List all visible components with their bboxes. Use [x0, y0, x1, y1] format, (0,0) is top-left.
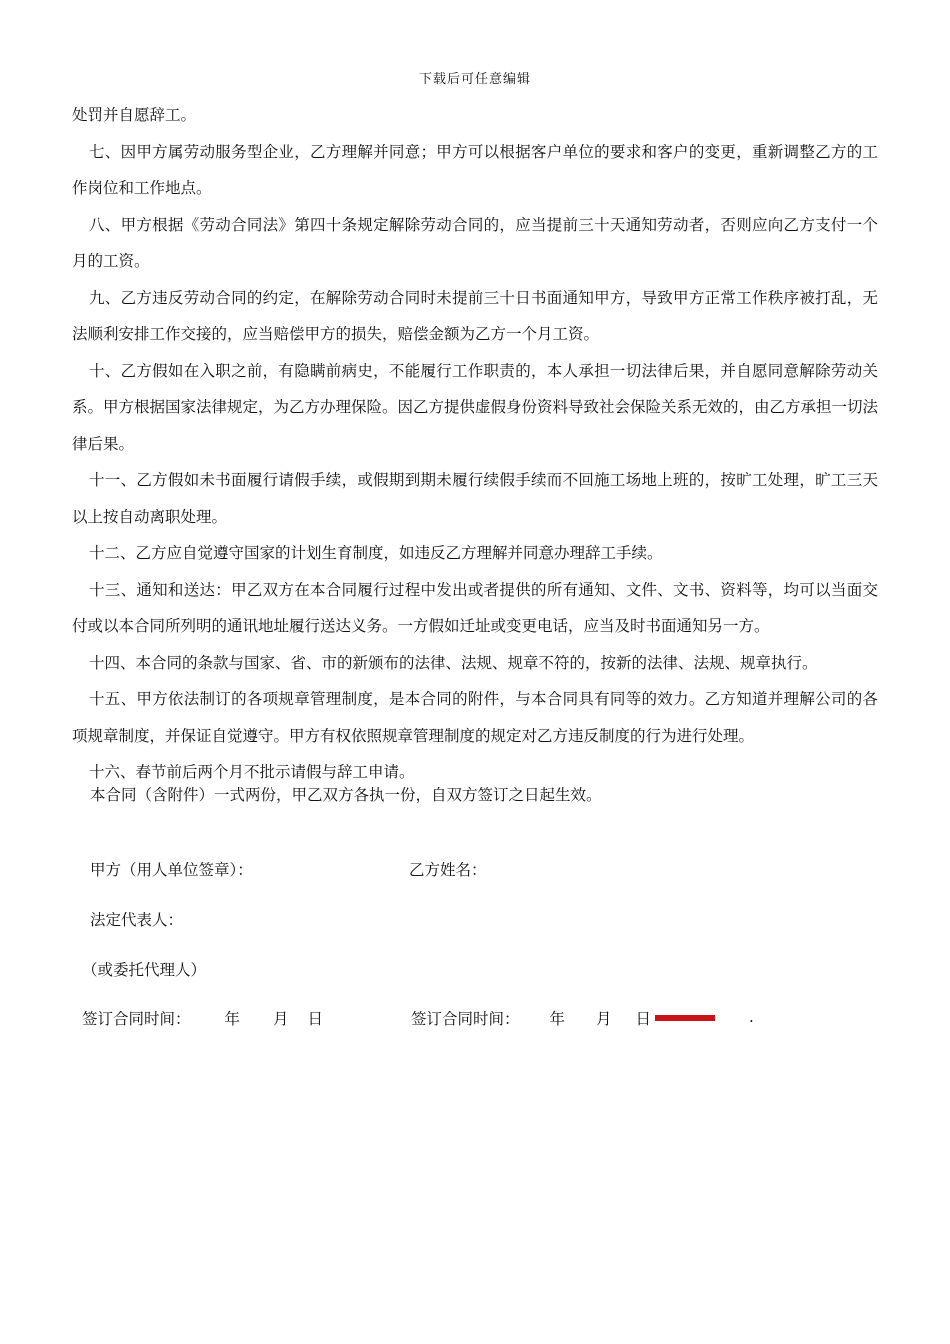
red-ink-mark [655, 1015, 715, 1021]
date-label: 签订合同时间： [411, 1010, 520, 1028]
clause-paragraph-15: 十五、甲方依法制订的各项规章管理制度，是本合同的附件，与本合同具有同等的效力。乙方知道并理解公司的各项规章制度，并保证自觉遵守。甲方有权依照规章管理制度的规定对乙方违反制度的行为进行处理。 [72, 690, 878, 745]
day-label: 日 [307, 1010, 324, 1028]
clause-paragraph-0: 处罚并自愿辞工。 [72, 106, 197, 124]
party-a-date-line [82, 1007, 323, 1029]
legal-representative-label: 法定代表人： [90, 911, 184, 929]
party-a-signature-label: 甲方（用人单位签章）： [90, 861, 253, 879]
clause-paragraph-8: 八、甲方根据《劳动合同法》第四十条规定解除劳动合同的，应当提前三十天通知劳动者，否则应向乙方支付一个月的工资。 [72, 215, 878, 270]
clause-paragraph-9: 九、乙方违反劳动合同的约定，在解除劳动合同时未提前三十日书面通知甲方，导致甲方正常工作秩序被打乱，无法顺利安排工作交接的，应当赔偿甲方的损失，赔偿金额为乙方一个月工资。 [72, 288, 878, 343]
trailing-dot: . [749, 1008, 754, 1026]
clause-paragraph-14: 十四、本合同的条款与国家、省、市的新颁布的法律、法规、规章不符的，按新的法律、法规、规章执行。 [89, 653, 818, 672]
date-label: 签订合同时间： [82, 1010, 191, 1028]
authorized-agent-label: （或委托代理人） [82, 961, 207, 979]
clause-paragraph-11: 十一、乙方假如未书面履行请假手续，或假期到期未履行续假手续而不回施工场地上班的，按旷工处理，旷工三天以上按自动离职处理。 [72, 471, 878, 526]
clause-paragraph-10: 十、乙方假如在入职之前，有隐瞒前病史，不能履行工作职责的，本人承担一切法律后果，并自愿同意解除劳动关系。甲方根据国家法律规定，为乙方办理保险。因乙方提供虚假身份资料导致社会保险关系无效的，由乙方承担一切法律后果。 [72, 361, 879, 453]
month-label: 月 [273, 1010, 289, 1028]
year-label: 年 [224, 1010, 241, 1028]
page-header: 下载后可任意编辑 [418, 72, 531, 87]
month-label: 月 [596, 1010, 612, 1028]
day-label: 日 [635, 1010, 652, 1028]
closing-statement: 本合同（含附件）一式两份，甲乙双方各执一份，自双方签订之日起生效。 [90, 786, 602, 804]
clause-paragraph-13: 十三、通知和送达：甲乙双方在本合同履行过程中发出或者提供的所有通知、文件、文书、资料等，均可以当面交付或以本合同所列明的通讯地址履行送达义务。一方假如迁址或变更电话，应当及时书面通知另一方。 [72, 580, 878, 635]
clause-paragraph-16: 十六、春节前后两个月不批示请假与辞工申请。 [89, 763, 415, 781]
party-b-date-line [411, 1007, 651, 1029]
contract-clauses [72, 97, 878, 791]
party-b-name-label: 乙方姓名： [409, 861, 487, 879]
year-label: 年 [549, 1010, 566, 1028]
clause-paragraph-12: 十二、乙方应自觉遵守国家的计划生育制度，如违反乙方理解并同意办理辞工手续。 [89, 544, 663, 562]
clause-paragraph-7: 七、因甲方属劳动服务型企业，乙方理解并同意；甲方可以根据客户单位的要求和客户的变更，重新调整乙方的工作岗位和工作地点。 [72, 142, 878, 197]
